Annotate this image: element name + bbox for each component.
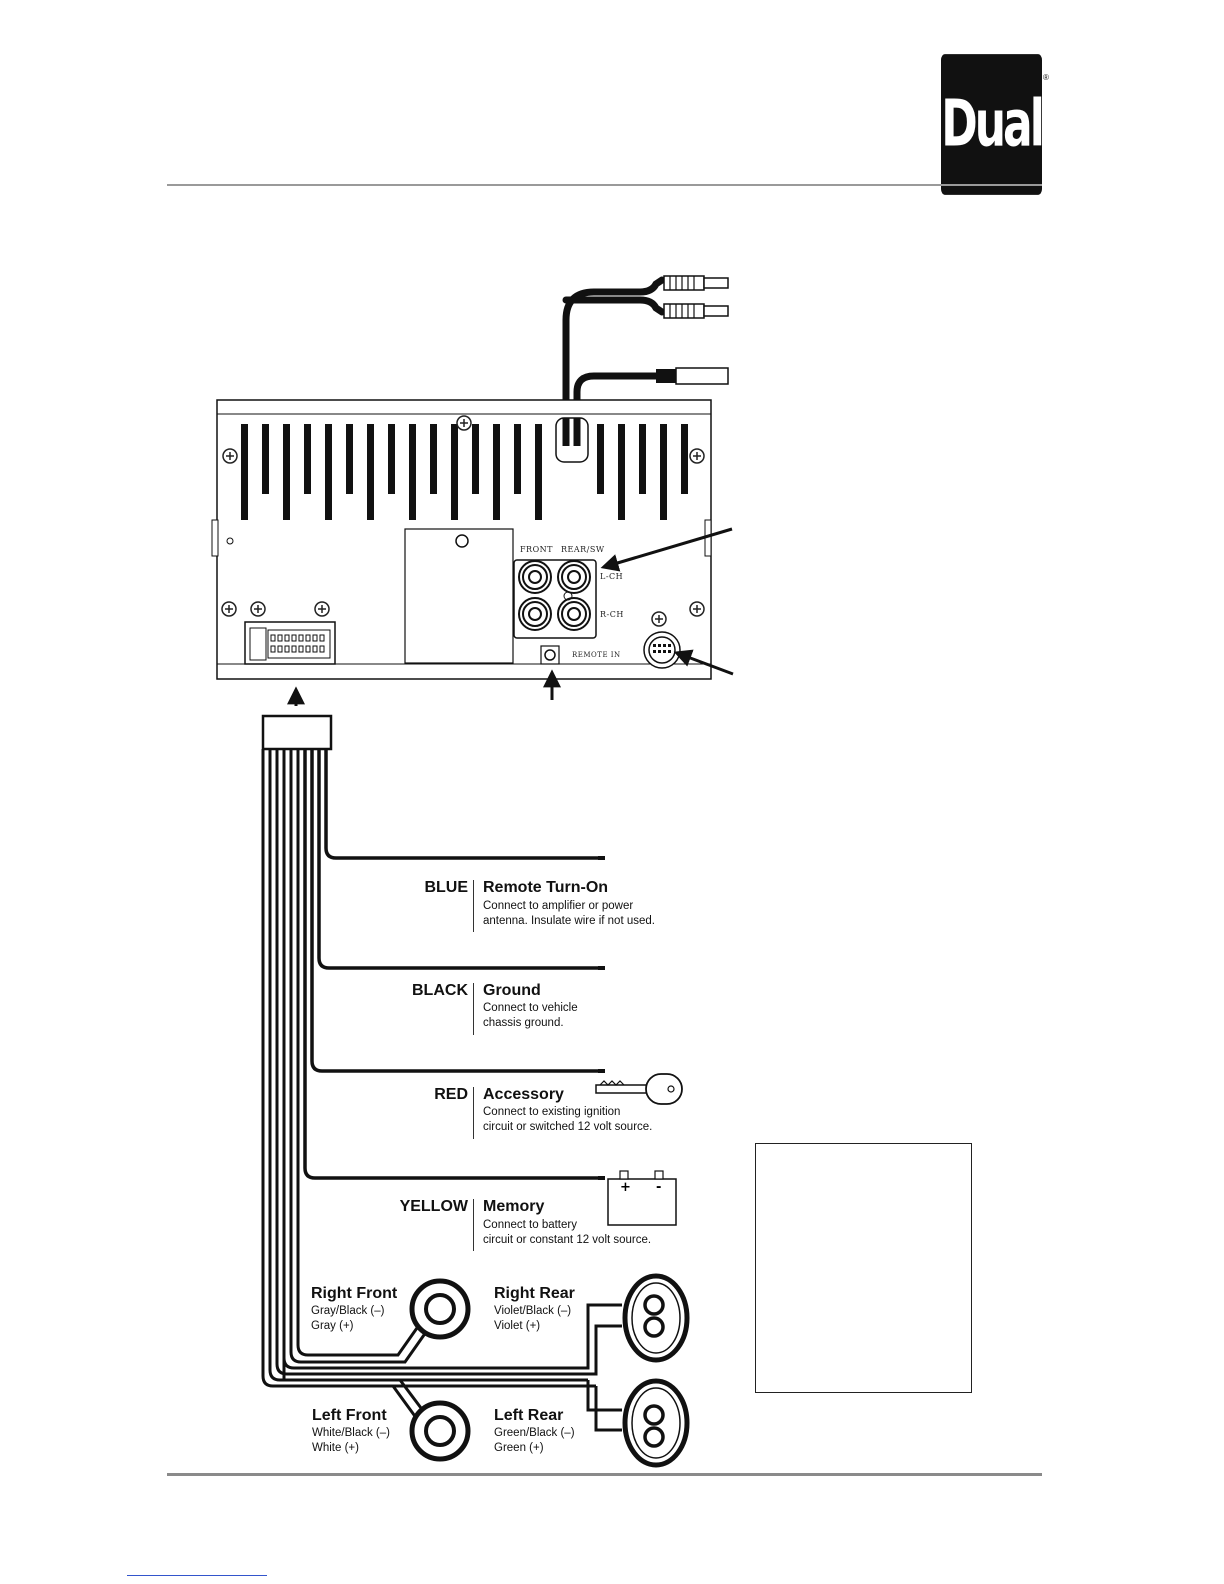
left-front-speaker-icon: [412, 1403, 468, 1459]
heatsink-fin: [681, 424, 688, 494]
heatsink-fin: [472, 424, 479, 494]
remote-in-label: REMOTE IN: [572, 651, 621, 659]
speaker-left-rear-negative: Green/Black (–): [494, 1427, 575, 1439]
wire-divider: [473, 1087, 474, 1139]
wire-divider: [473, 983, 474, 1035]
rca-right-channel-label: R-CH: [600, 610, 624, 619]
rca-front-left-jack: [519, 561, 551, 593]
wire-description: Connect to battery circuit or constant 12 volt source.: [483, 1219, 652, 1246]
heatsink-fin: [430, 424, 437, 494]
speaker-right-front-positive: Gray (+): [311, 1320, 354, 1332]
din-connector: [644, 632, 680, 668]
harness-socket: [245, 622, 335, 664]
battery-plus: +: [620, 1180, 631, 1195]
speaker-left-front-negative: White/Black (–): [312, 1427, 390, 1439]
wire-function-ground: Ground: [483, 982, 541, 999]
rca-output-panel: [514, 560, 596, 638]
heatsink-fin: [304, 424, 311, 494]
heatsink-fin: [514, 424, 521, 494]
rca-plug-connectors: [664, 276, 728, 318]
speaker-right-front-negative: Gray/Black (–): [311, 1305, 385, 1317]
wire-color-blue: BLUE: [424, 879, 468, 896]
heatsink-fin: [639, 424, 646, 494]
heatsink-fin: [409, 424, 416, 520]
heatsink-fin: [241, 424, 248, 520]
wire-function-accessory: Accessory: [483, 1086, 564, 1103]
wire-description: Connect to vehicle chassis ground.: [483, 1002, 578, 1029]
right-rear-speaker-icon: [625, 1276, 687, 1360]
right-front-speaker-icon: [412, 1281, 468, 1337]
heatsink-fin: [262, 424, 269, 494]
wire-color-red: RED: [434, 1086, 468, 1103]
footer-divider: [167, 1473, 1042, 1476]
wire-description: Connect to amplifier or power antenna. Insulate wire if not used.: [483, 900, 655, 927]
wire-function-remote-turn-on: Remote Turn-On: [483, 879, 609, 896]
heatsink-fin: [597, 424, 604, 494]
wire-function-memory: Memory: [483, 1198, 545, 1215]
wire-divider: [473, 880, 474, 932]
heatsink-fin: [367, 424, 374, 520]
rca-rear-left-jack: [558, 561, 590, 593]
center-module: [405, 529, 513, 663]
heatsink-fin: [451, 424, 458, 520]
speaker-right-rear-positive: Violet (+): [494, 1320, 541, 1332]
left-rear-speaker-icon: [625, 1381, 687, 1465]
rca-rear-right-jack: [558, 598, 590, 630]
speaker-right-rear-negative: Violet/Black (–): [494, 1305, 572, 1317]
heatsink-fin: [346, 424, 353, 494]
heatsink-fin: [618, 424, 625, 520]
speaker-left-rear-positive: Green (+): [494, 1442, 544, 1454]
rca-rear-sw-label: REAR/SW: [561, 545, 605, 554]
wire-description: Connect to existing ignition circuit or switched 12 volt source.: [483, 1106, 653, 1133]
cable-grommet: [556, 418, 588, 462]
rca-front-right-jack: [519, 598, 551, 630]
logo-text: Dual: [941, 87, 1042, 162]
rca-front-label: FRONT: [520, 545, 553, 554]
registered-mark: ®: [1043, 73, 1049, 82]
heatsink-fin: [283, 424, 290, 520]
battery-minus: -: [656, 1180, 662, 1195]
footer-link-underline[interactable]: [127, 1575, 267, 1576]
heatsink-fin: [388, 424, 395, 494]
ignition-key-icon: [596, 1074, 682, 1104]
speaker-left-front-positive: White (+): [312, 1442, 359, 1454]
wire-divider: [473, 1199, 474, 1251]
heatsink-fin: [325, 424, 332, 520]
battery-icon: [608, 1171, 676, 1225]
wire-color-black: BLACK: [412, 982, 468, 999]
antenna-plug: [656, 368, 728, 384]
speaker-right-rear-title: Right Rear: [494, 1285, 575, 1302]
wire-color-yellow: YELLOW: [399, 1198, 468, 1215]
heatsink-fin: [535, 424, 542, 520]
speaker-right-front-title: Right Front: [311, 1285, 398, 1302]
rca-left-channel-label: L-CH: [600, 572, 624, 581]
heatsink-fin: [660, 424, 667, 520]
note-box: [755, 1143, 972, 1393]
heatsink-fin: [493, 424, 500, 520]
harness-plug: [263, 716, 331, 749]
speaker-left-front-title: Left Front: [312, 1407, 387, 1424]
remote-in-jack: [545, 650, 555, 660]
speaker-left-rear-title: Left Rear: [494, 1407, 564, 1424]
